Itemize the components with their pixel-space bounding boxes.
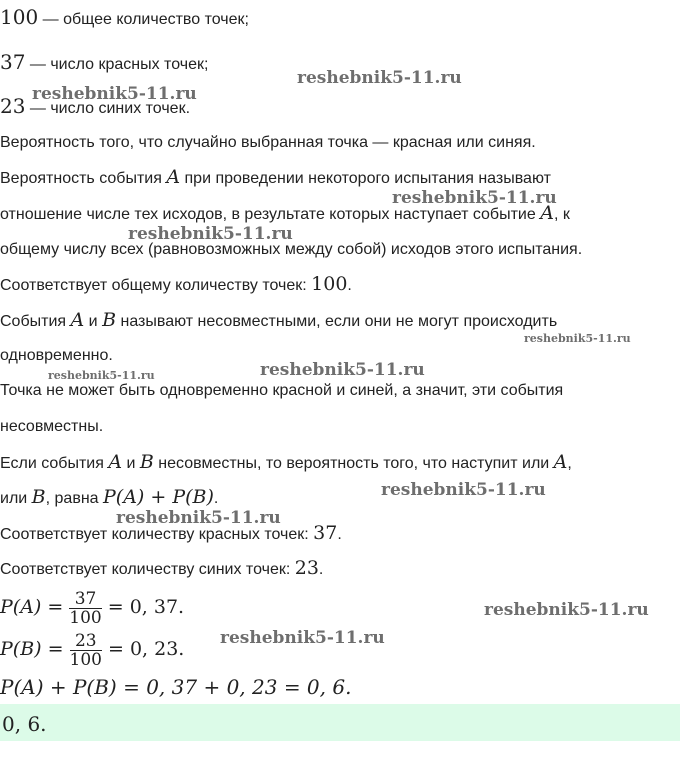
definition-line-3: общему числу всех (равновозможных между собой) исходов этого испытания. (0, 241, 583, 258)
fraction-pa: $\frac{37}{100}$ (69, 589, 102, 629)
watermark: reshebnik5-11.ru (128, 224, 293, 244)
watermark: reshebnik5-11.ru (381, 480, 546, 500)
formula-pb: P(B) = $\frac{23}{100}$ = 0, 23. (0, 631, 185, 671)
red-points-count-line: Соответствует количеству красных точек: 37. (0, 522, 342, 544)
answer-box (0, 704, 680, 741)
incompatible-definition-line-1: События A и B называют несовместными, если они не могут происходить (0, 309, 558, 331)
total-points-line: Соответствует общему количеству точек: 100. (0, 273, 352, 295)
formula-sum: P(A) + P(B) = 0, 37 + 0, 23 = 0, 6. (0, 675, 352, 699)
fraction-pb: $\frac{23}{100}$ (69, 631, 102, 671)
definition-line-1: Вероятность события A при проведении некоторого испытания называют (0, 166, 551, 188)
line-blue-points: 23 — число синих точек. (0, 94, 191, 118)
watermark: reshebnik5-11.ru (116, 508, 281, 528)
watermark: reshebnik5-11.ru (297, 68, 462, 88)
watermark: reshebnik5-11.ru (220, 628, 385, 648)
watermark: reshebnik5-11.ru (484, 600, 649, 620)
watermark: reshebnik5-11.ru (32, 84, 197, 104)
definition-line-2: отношение числе тех исходов, в результате которых наступает событие A, к (0, 202, 570, 224)
line-total-points: 100 — общее количество точек; (0, 5, 249, 29)
watermark: reshebnik5-11.ru (260, 360, 425, 380)
answer-value: 0, 6. (2, 712, 47, 736)
watermark: reshebnik5-11.ru (48, 369, 155, 382)
blue-points-count-line: Соответствует количеству синих точек: 23. (0, 557, 324, 579)
line-red-points: 37 — число красных точек; (0, 50, 209, 74)
watermark: reshebnik5-11.ru (392, 188, 557, 208)
formula-pa: P(A) = $\frac{37}{100}$ = 0, 37. (0, 589, 185, 629)
incompatible-definition-line-2: одновременно. (0, 347, 113, 364)
probability-question: Вероятность того, что случайно выбранная точка — красная или синяя. (0, 134, 536, 151)
addition-rule-line-2: или B, равна P(A) + P(B). (0, 486, 219, 508)
point-explanation-line-1: Точка не может быть одновременно красной и синей, а значит, эти события (0, 382, 564, 399)
addition-rule-line-1: Если события A и B несовместны, то вероятность того, что наступит или A, (0, 451, 572, 473)
point-explanation-line-2: несовместны. (0, 418, 104, 435)
watermark: reshebnik5-11.ru (524, 332, 631, 345)
